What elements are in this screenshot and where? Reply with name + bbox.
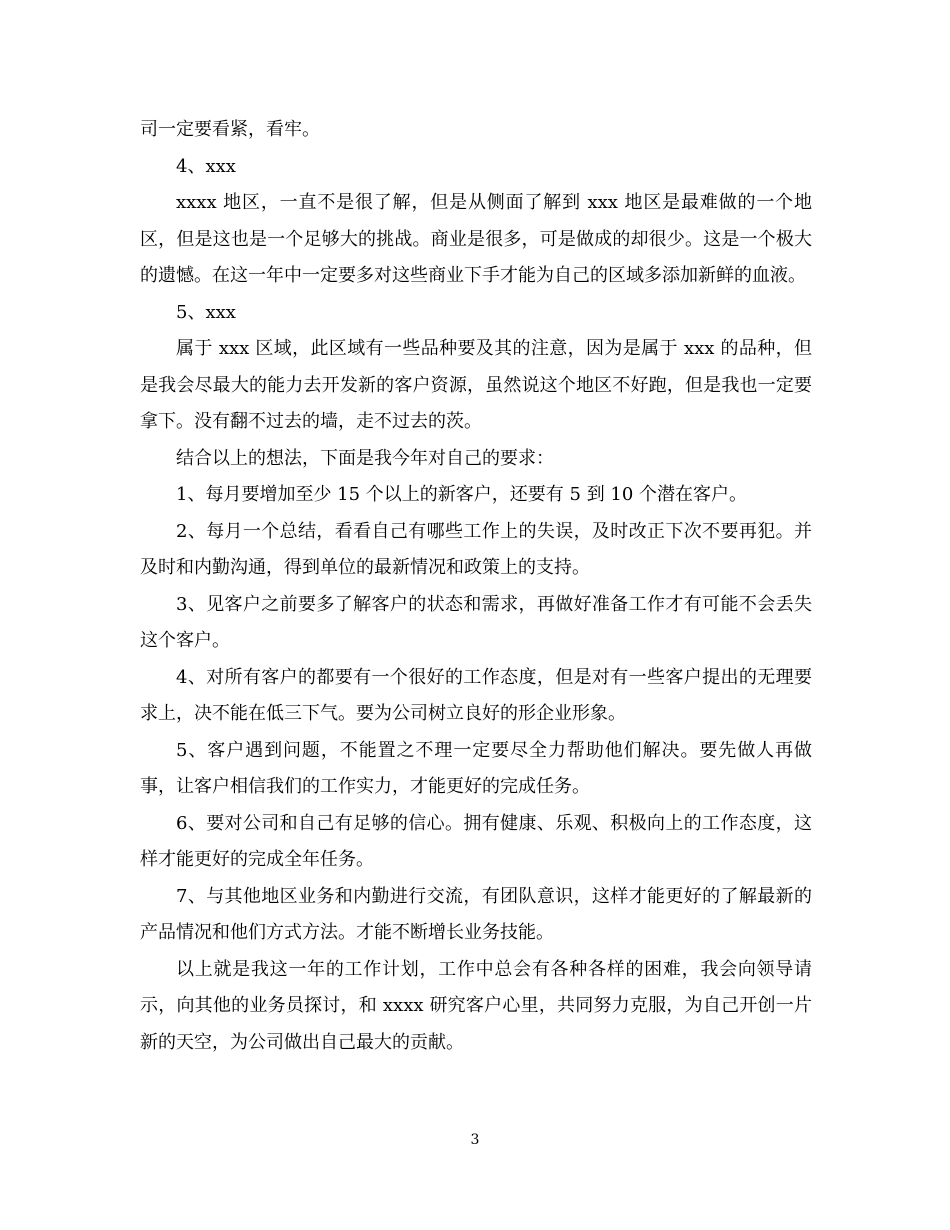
paragraph-conclusion: 以上就是我这一年的工作计划，工作中总会有各种各样的困难，我会向领导请示，向其他的业务员探讨，和 xxxx 研究客户心里，共同努力克服，为自己开创一片新的天空，为公司做出自己最大的贡献。 (140, 958, 812, 1053)
paragraph-region-5: 属于 xxx 区域，此区域有一些品种要及其的注意，因为是属于 xxx 的品种，但是我会尽最大的能力去开发新的客户资源，虽然说这个地区不好跑，但是我也一定要拿下。没有翻不过去的墙，走不过去的茨。 (140, 338, 812, 432)
page-number: 3 (470, 1132, 480, 1148)
paragraph-continuation: 司一定要看紧，看牢。 (140, 119, 320, 140)
requirement-7: 7、与其他地区业务和内勤进行交流，有团队意识，这样才能更好的了解最新的产品情况和他们方式方法。才能不断增长业务技能。 (140, 885, 812, 943)
requirement-1: 1、每月要增加至少 15 个以上的新客户，还要有 5 到 10 个潜在客户。 (176, 484, 748, 505)
requirement-4: 4、对所有客户的都要有一个很好的工作态度，但是对有一些客户提出的无理要求上，决不能在低三下气。要为公司树立良好的形企业形象。 (140, 666, 812, 724)
document-body (140, 112, 812, 1061)
requirement-6: 6、要对公司和自己有足够的信心。拥有健康、乐观、积极向上的工作态度，这样才能更好的完成全年任务。 (140, 812, 812, 870)
heading-item-5: 5、xxx (176, 301, 236, 323)
heading-item-4: 4、xxx (176, 155, 236, 177)
paragraph-intro-requirements: 结合以上的想法，下面是我今年对自己的要求： (176, 447, 554, 469)
requirement-5: 5、客户遇到问题，不能置之不理一定要尽全力帮助他们解决。要先做人再做事，让客户相信我们的工作实力，才能更好的完成任务。 (140, 739, 812, 797)
requirement-2: 2、每月一个总结，看看自己有哪些工作上的失误，及时改正下次不要再犯。并及时和内勤沟通，得到单位的最新情况和政策上的支持。 (140, 520, 812, 578)
paragraph-region-4: xxxx 地区，一直不是很了解，但是从侧面了解到 xxx 地区是最难做的一个地区，但是这也是一个足够大的挑战。商业是很多，可是做成的却很少。这是一个极大的遗憾。在这一年中一定要多对这些商业下手才能为自己的区域多添加新鲜的血液。 (140, 192, 812, 286)
requirement-3: 3、见客户之前要多了解客户的状态和需求，再做好准备工作才有可能不会丢失这个客户。 (140, 593, 812, 651)
